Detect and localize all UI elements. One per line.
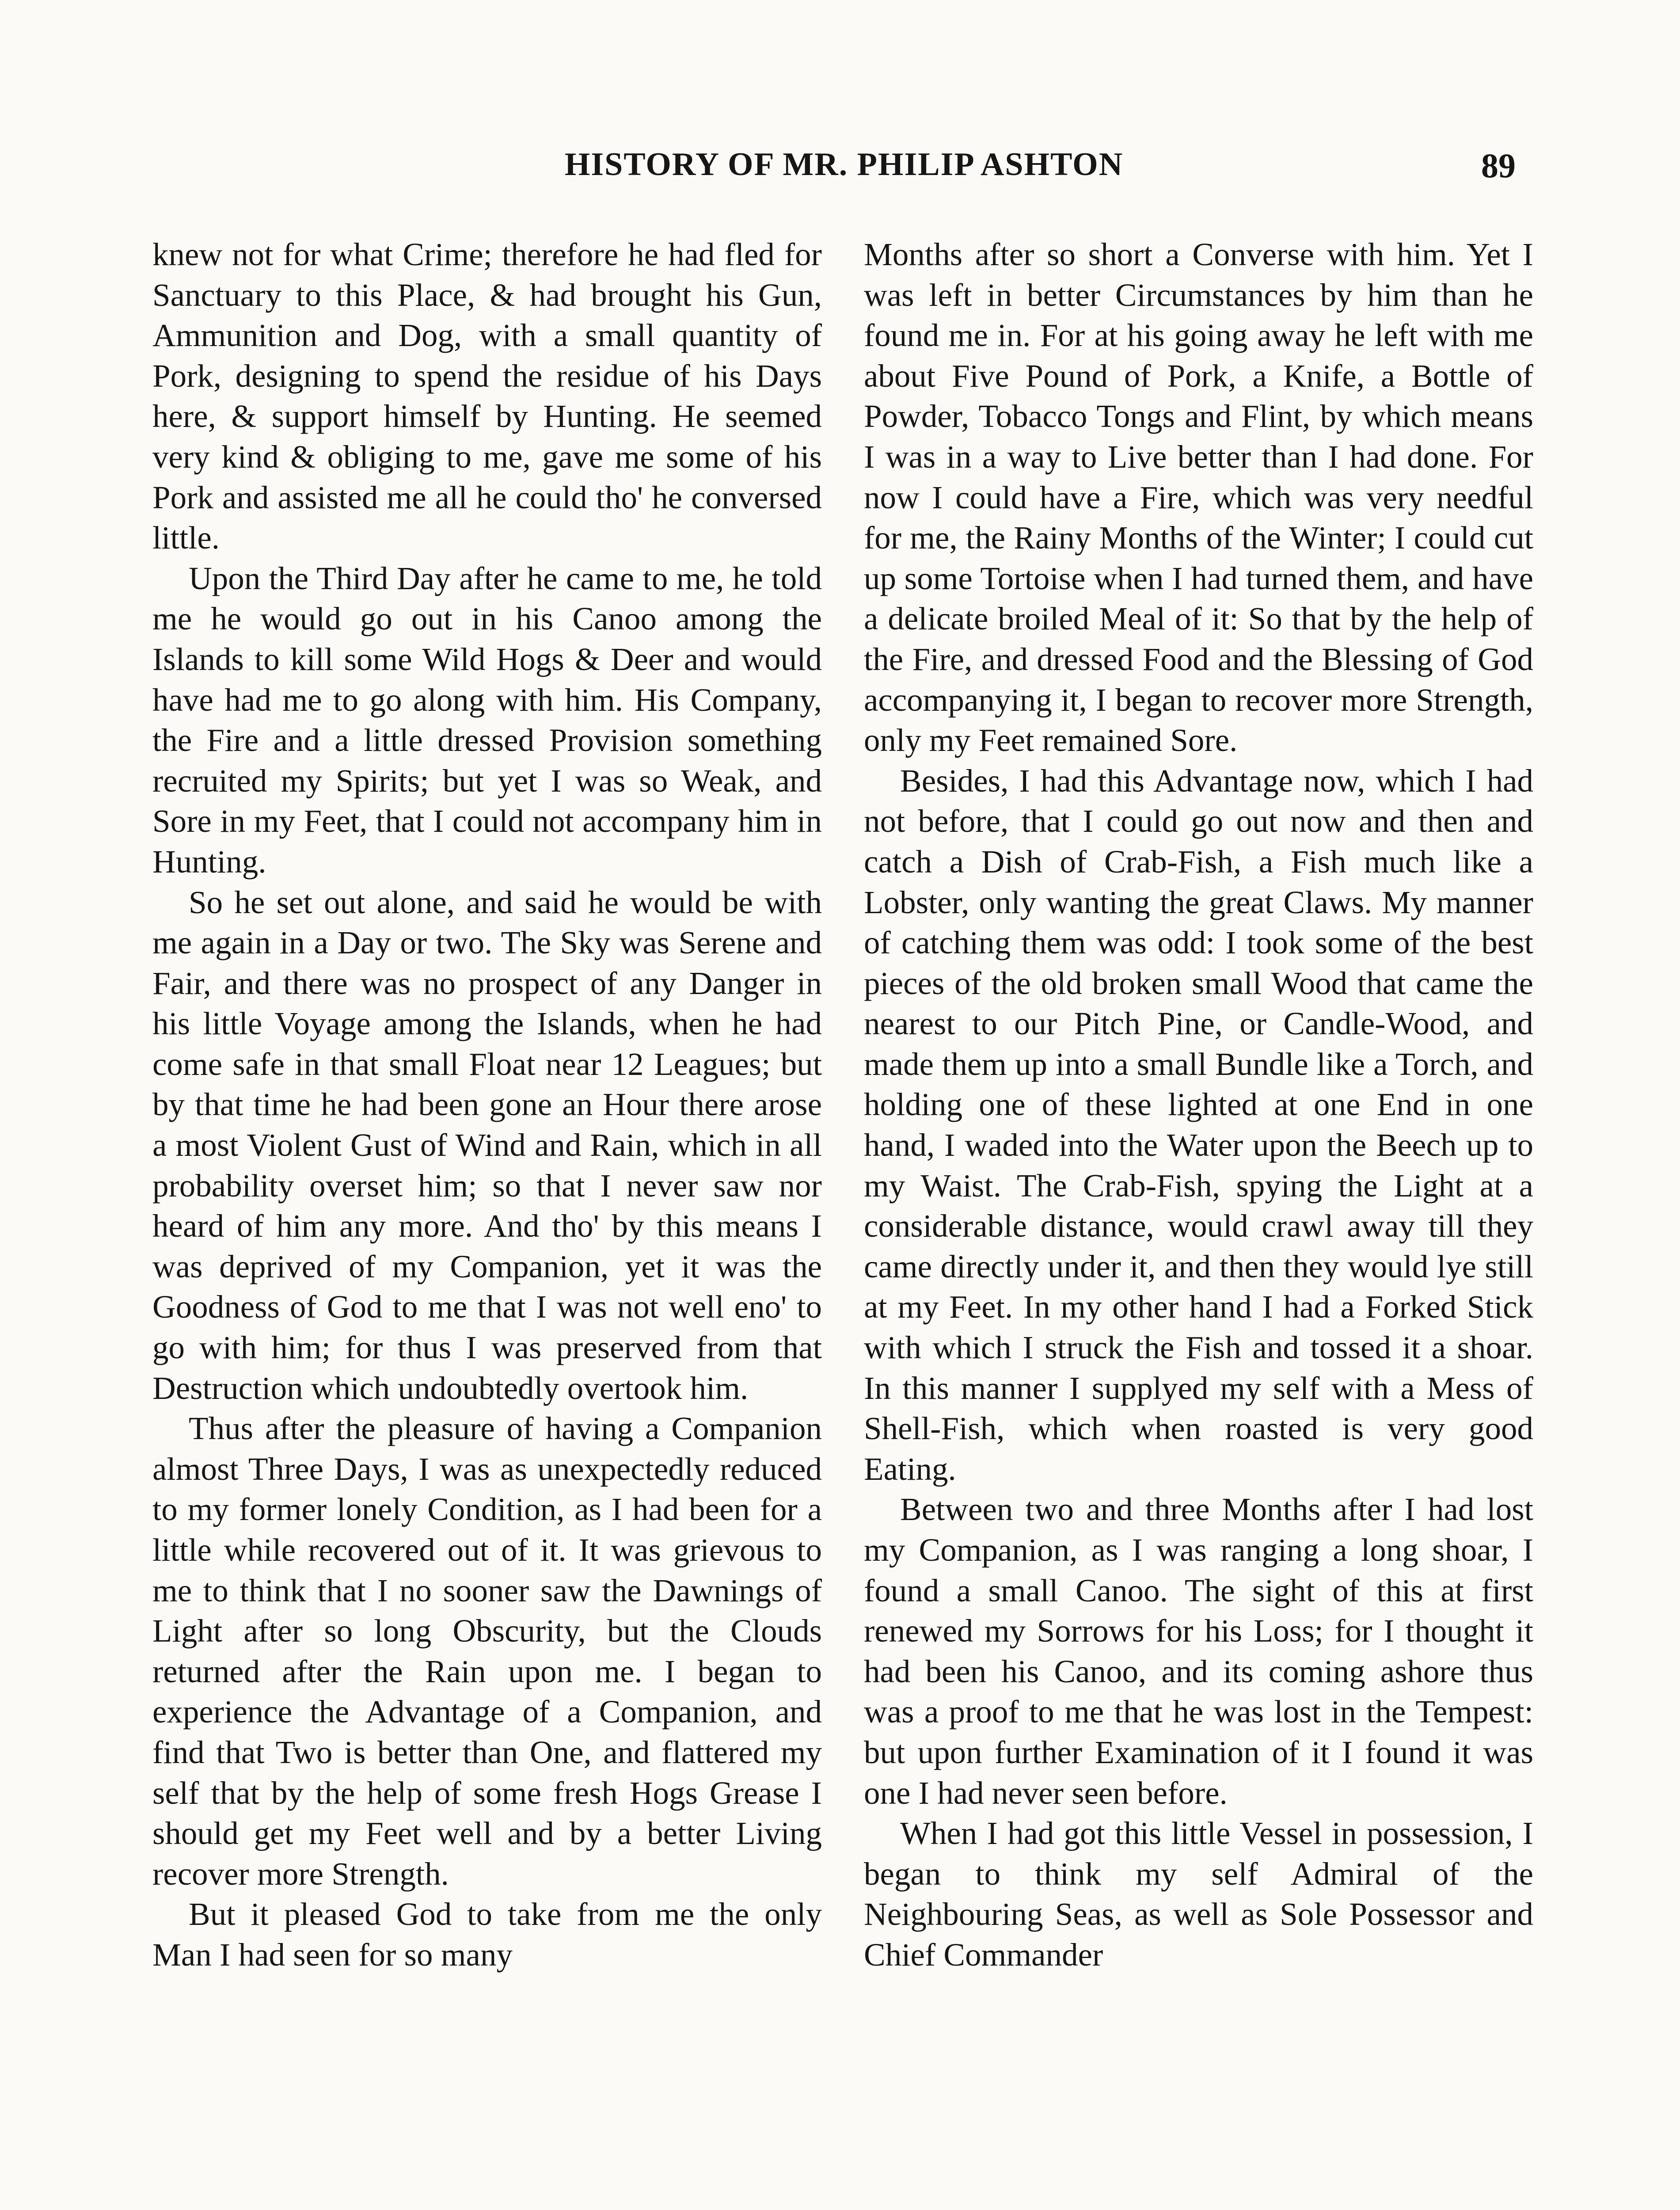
paragraph: Besides, I had this Advantage now, which I had not before, that I could go out now and then and catch a Dish of Crab-Fish, a Fish much like a Lobster, only wanting the great Claws. My manner of catching them was odd: I took some of the best pieces of the old broken small Wood that came the nearest to our Pitch Pine, or Candle-Wood, and made them up into a small Bundle like a Torch, and holding one of these lighted at one End in one hand, I waded into the Water upon the Beech up to my Waist. The Crab-Fish, spying the Light at a considerable distance, would crawl away till they came directly under it, and then they would lye still at my Feet. In my other hand I had a Forked Stick with which I struck the Fish and tossed it a shoar. In this manner I supplyed my self with a Mess of Shell-Fish, which when roasted is very good Eating. [864, 762, 1533, 1487]
running-title: HISTORY OF MR. PHILIP ASHTON [564, 146, 1124, 183]
right-column [864, 234, 1533, 1975]
paragraph: Upon the Third Day after he came to me, he told me he would go out in his Canoo among the Islands to kill some Wild Hogs & Deer and would have had me to go along with him. His Company, the Fire and a little dressed Provision something recruited my Spirits; but yet I was so Weak, and Sore in my Feet, that I could not accompany him in Hunting. [152, 560, 822, 880]
page-number: 89 [1481, 146, 1516, 185]
paragraph: So he set out alone, and said he would be with me again in a Day or two. The Sky was Serene and Fair, and there was no prospect of any Danger in his little Voyage among the Islands, when he had come safe in that small Float near 12 Leagues; but by that time he had been gone an Hour there arose a most Violent Gust of Wind and Rain, which in all probability overset him; so that I never saw nor heard of him any more. And tho' by this means I was deprived of my Companion, yet it was the Goodness of God to me that I was not well eno' to go with him; for thus I was preserved from that Destruction which undoubtedly overtook him. [152, 884, 822, 1406]
paragraph: When I had got this little Vessel in possession, I began to think my self Admiral of the Neighbouring Seas, as well as Sole Possessor and Chief Commander [864, 1815, 1533, 1973]
paragraph: Thus after the pleasure of having a Companion almost Three Days, I was as unexpectedly reduced to my former lonely Condition, as I had been for a little while recovered out of it. It was grievous to me to think that I no sooner saw the Dawnings of Light after so long Obscurity, but the Clouds returned after the Rain upon me. I began to experience the Advantage of a Companion, and find that Two is better than One, and flattered my self that by the help of some fresh Hogs Grease I should get my Feet well and by a better Living recover more Strength. [152, 1410, 822, 1892]
paragraph: Months after so short a Converse with him. Yet I was left in better Circumstances by him than he found me in. For at his going away he left with me about Five Pound of Pork, a Knife, a Bottle of Powder, Tobacco Tongs and Flint, by which means I was in a way to Live better than I had done. For now I could have a Fire, which was very needful for me, the Rainy Months of the Winter; I could cut up some Tortoise when I had turned them, and have a delicate broiled Meal of it: So that by the help of the Fire, and dressed Food and the Blessing of God accompanying it, I began to recover more Strength, only my Feet remained Sore. [864, 236, 1533, 758]
paragraph: knew not for what Crime; therefore he had fled for Sanctuary to this Place, & had brought his Gun, Ammunition and Dog, with a small quantity of Pork, designing to spend the residue of his Days here, & support himself by Hunting. He seemed very kind & obliging to me, gave me some of his Pork and assisted me all he could tho' he conversed little. [152, 236, 822, 556]
left-column [152, 234, 822, 1975]
paragraph: But it pleased God to take from me the only Man I had seen for so many [152, 1896, 822, 1973]
paragraph: Between two and three Months after I had lost my Companion, as I was ranging a long shoar, I found a small Canoo. The sight of this at first renewed my Sorrows for his Loss; for I thought it had been his Canoo, and its coming ashore thus was a proof to me that he was lost in the Tempest: but upon further Examination of it I found it was one I had never seen before. [864, 1491, 1533, 1811]
